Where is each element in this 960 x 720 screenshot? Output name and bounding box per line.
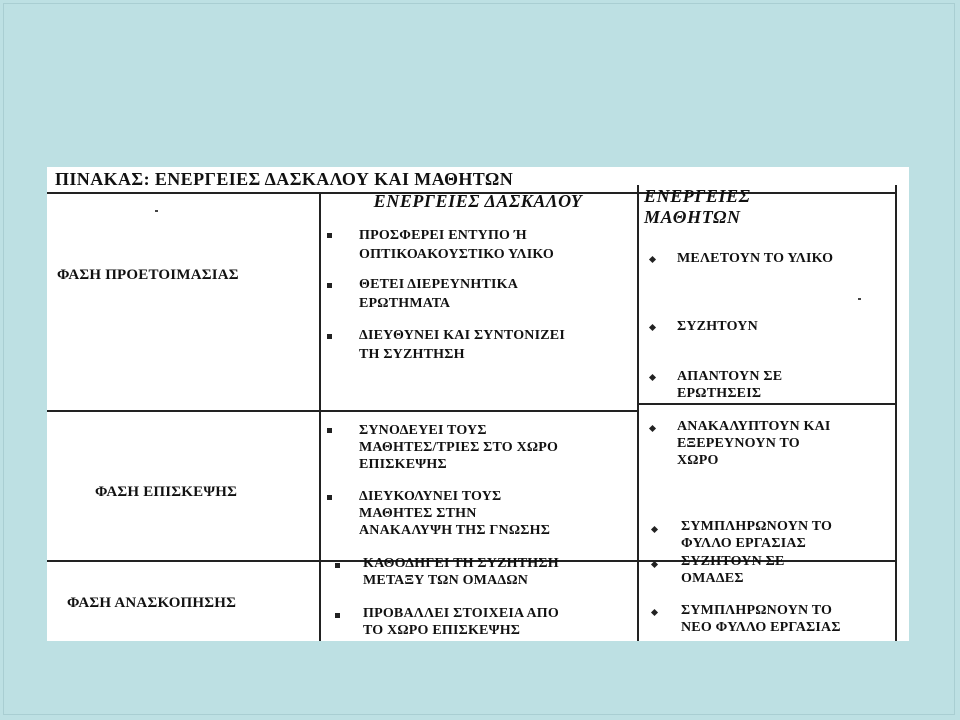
teacher-action-4-line3: ΕΠΙΣΚΕΨΗΣ — [359, 457, 447, 472]
teacher-action-4-line1: ΣΥΝΟΔΕΥΕΙ ΤΟΥΣ — [359, 423, 487, 438]
table-title: ΠΙΝΑΚΑΣ: ΕΝΕΡΓΕΙΕΣ ΔΑΣΚΑΛΟΥ ΚΑΙ ΜΑΘΗΤΩΝ — [55, 169, 514, 189]
student-action-6-line1: ΣΥΖΗΤΟΥΝ ΣΕ — [681, 554, 785, 569]
student-action-3-line2: ΕΡΩΤΗΣΕΙΣ — [677, 386, 762, 401]
student-action-6-line2: ΟΜΑΔΕΣ — [681, 571, 744, 586]
bullet-diamond-icon — [649, 324, 656, 331]
student-action-5-line1: ΣΥΜΠΛΗΡΩΝΟΥΝ ΤΟ — [681, 519, 833, 534]
teacher-action-2-line1: ΘΕΤΕΙ ΔΙΕΡΕΥΝΗΤΙΚΑ — [359, 277, 519, 292]
teacher-action-7-line2: ΤΟ ΧΩΡΟ ΕΠΙΣΚΕΨΗΣ — [363, 623, 521, 638]
teacher-action-4-line2: ΜΑΘΗΤΕΣ/ΤΡΙΕΣ ΣΤΟ ΧΩΡΟ — [359, 440, 559, 455]
table-right-border — [895, 185, 897, 641]
teacher-action-3-line2: ΤΗ ΣΥΖΗΤΗΣΗ — [359, 347, 465, 362]
bullet-diamond-icon — [649, 374, 656, 381]
scan-speck — [858, 298, 861, 300]
student-action-4-line1: ΑΝΑΚΑΛΥΠΤΟΥΝ ΚΑΙ — [677, 419, 831, 434]
teacher-action-2-line2: ΕΡΩΤΗΜΑΤΑ — [359, 296, 451, 311]
column-divider-1 — [319, 192, 321, 641]
teacher-action-1-line2: ΟΠΤΙΚΟΑΚΟΥΣΤΙΚΟ ΥΛΙΚΟ — [359, 247, 554, 262]
student-action-7-line1: ΣΥΜΠΛΗΡΩΝΟΥΝ ΤΟ — [681, 603, 833, 618]
bullet-square-icon — [327, 233, 332, 238]
scan-speck — [155, 210, 158, 212]
bullet-square-icon — [327, 283, 332, 288]
scanned-table-document — [47, 167, 909, 641]
student-actions-header-line1: ΕΝΕΡΓΕΙΕΣ — [644, 186, 751, 206]
teacher-action-1-line1: ΠΡΟΣΦΕΡΕΙ ΕΝΤΥΠΟ Ή — [359, 228, 527, 243]
bullet-diamond-icon — [651, 609, 658, 616]
student-action-5-line2: ΦΥΛΛΟ ΕΡΓΑΣΙΑΣ — [681, 536, 807, 551]
bullet-diamond-icon — [649, 256, 656, 263]
teacher-action-7-line1: ΠΡΟΒΑΛΛΕΙ ΣΤΟΙΧΕΙΑ ΑΠΟ — [363, 606, 559, 621]
teacher-action-5-line3: ΑΝΑΚΑΛΥΨΗ ΤΗΣ ΓΝΩΣΗΣ — [359, 523, 551, 538]
student-action-1: ΜΕΛΕΤΟΥΝ ΤΟ ΥΛΙΚΟ — [677, 251, 834, 266]
student-action-4-line3: ΧΩΡΟ — [677, 453, 719, 468]
phase-preparation: ΦΑΣΗ ΠΡΟΕΤΟΙΜΑΣΙΑΣ — [57, 267, 239, 283]
teacher-action-3-line1: ΔΙΕΥΘΥΝΕΙ ΚΑΙ ΣΥΝΤΟΝΙΖΕΙ — [359, 328, 565, 343]
teacher-actions-header: ΕΝΕΡΓΕΙΕΣ ΔΑΣΚΑΛΟΥ — [373, 191, 583, 211]
teacher-action-6-line2: ΜΕΤΑΞΥ ΤΩΝ ΟΜΑΔΩΝ — [363, 573, 529, 588]
bullet-square-icon — [327, 334, 332, 339]
bullet-square-icon — [335, 613, 340, 618]
student-action-2: ΣΥΖΗΤΟΥΝ — [677, 319, 758, 334]
phase-visit: ΦΑΣΗ ΕΠΙΣΚΕΨΗΣ — [95, 484, 238, 500]
teacher-action-6-line1: ΚΑΘΟΔΗΓΕΙ ΤΗ ΣΥΖΗΤΗΣΗ — [363, 556, 559, 571]
bullet-square-icon — [327, 495, 332, 500]
bullet-diamond-icon — [651, 561, 658, 568]
teacher-action-5-line1: ΔΙΕΥΚΟΛΥΝΕΙ ΤΟΥΣ — [359, 489, 502, 504]
bullet-diamond-icon — [649, 425, 656, 432]
column-divider-2 — [637, 185, 639, 641]
student-action-7-line2: ΝΕΟ ΦΥΛΛΟ ΕΡΓΑΣΙΑΣ — [681, 620, 841, 635]
phase-review: ΦΑΣΗ ΑΝΑΣΚΟΠΗΣΗΣ — [67, 595, 237, 611]
bullet-square-icon — [327, 428, 332, 433]
bullet-diamond-icon — [651, 526, 658, 533]
row-divider-1b — [637, 403, 895, 405]
student-action-3-line1: ΑΠΑΝΤΟΥΝ ΣΕ — [677, 369, 783, 384]
teacher-action-5-line2: ΜΑΘΗΤΕΣ ΣΤΗΝ — [359, 506, 477, 521]
bullet-square-icon — [335, 563, 340, 568]
row-divider-1 — [47, 410, 637, 412]
student-action-4-line2: ΕΞΕΡΕΥΝΟΥΝ ΤΟ — [677, 436, 800, 451]
student-actions-header-line2: ΜΑΘΗΤΩΝ — [644, 207, 741, 227]
